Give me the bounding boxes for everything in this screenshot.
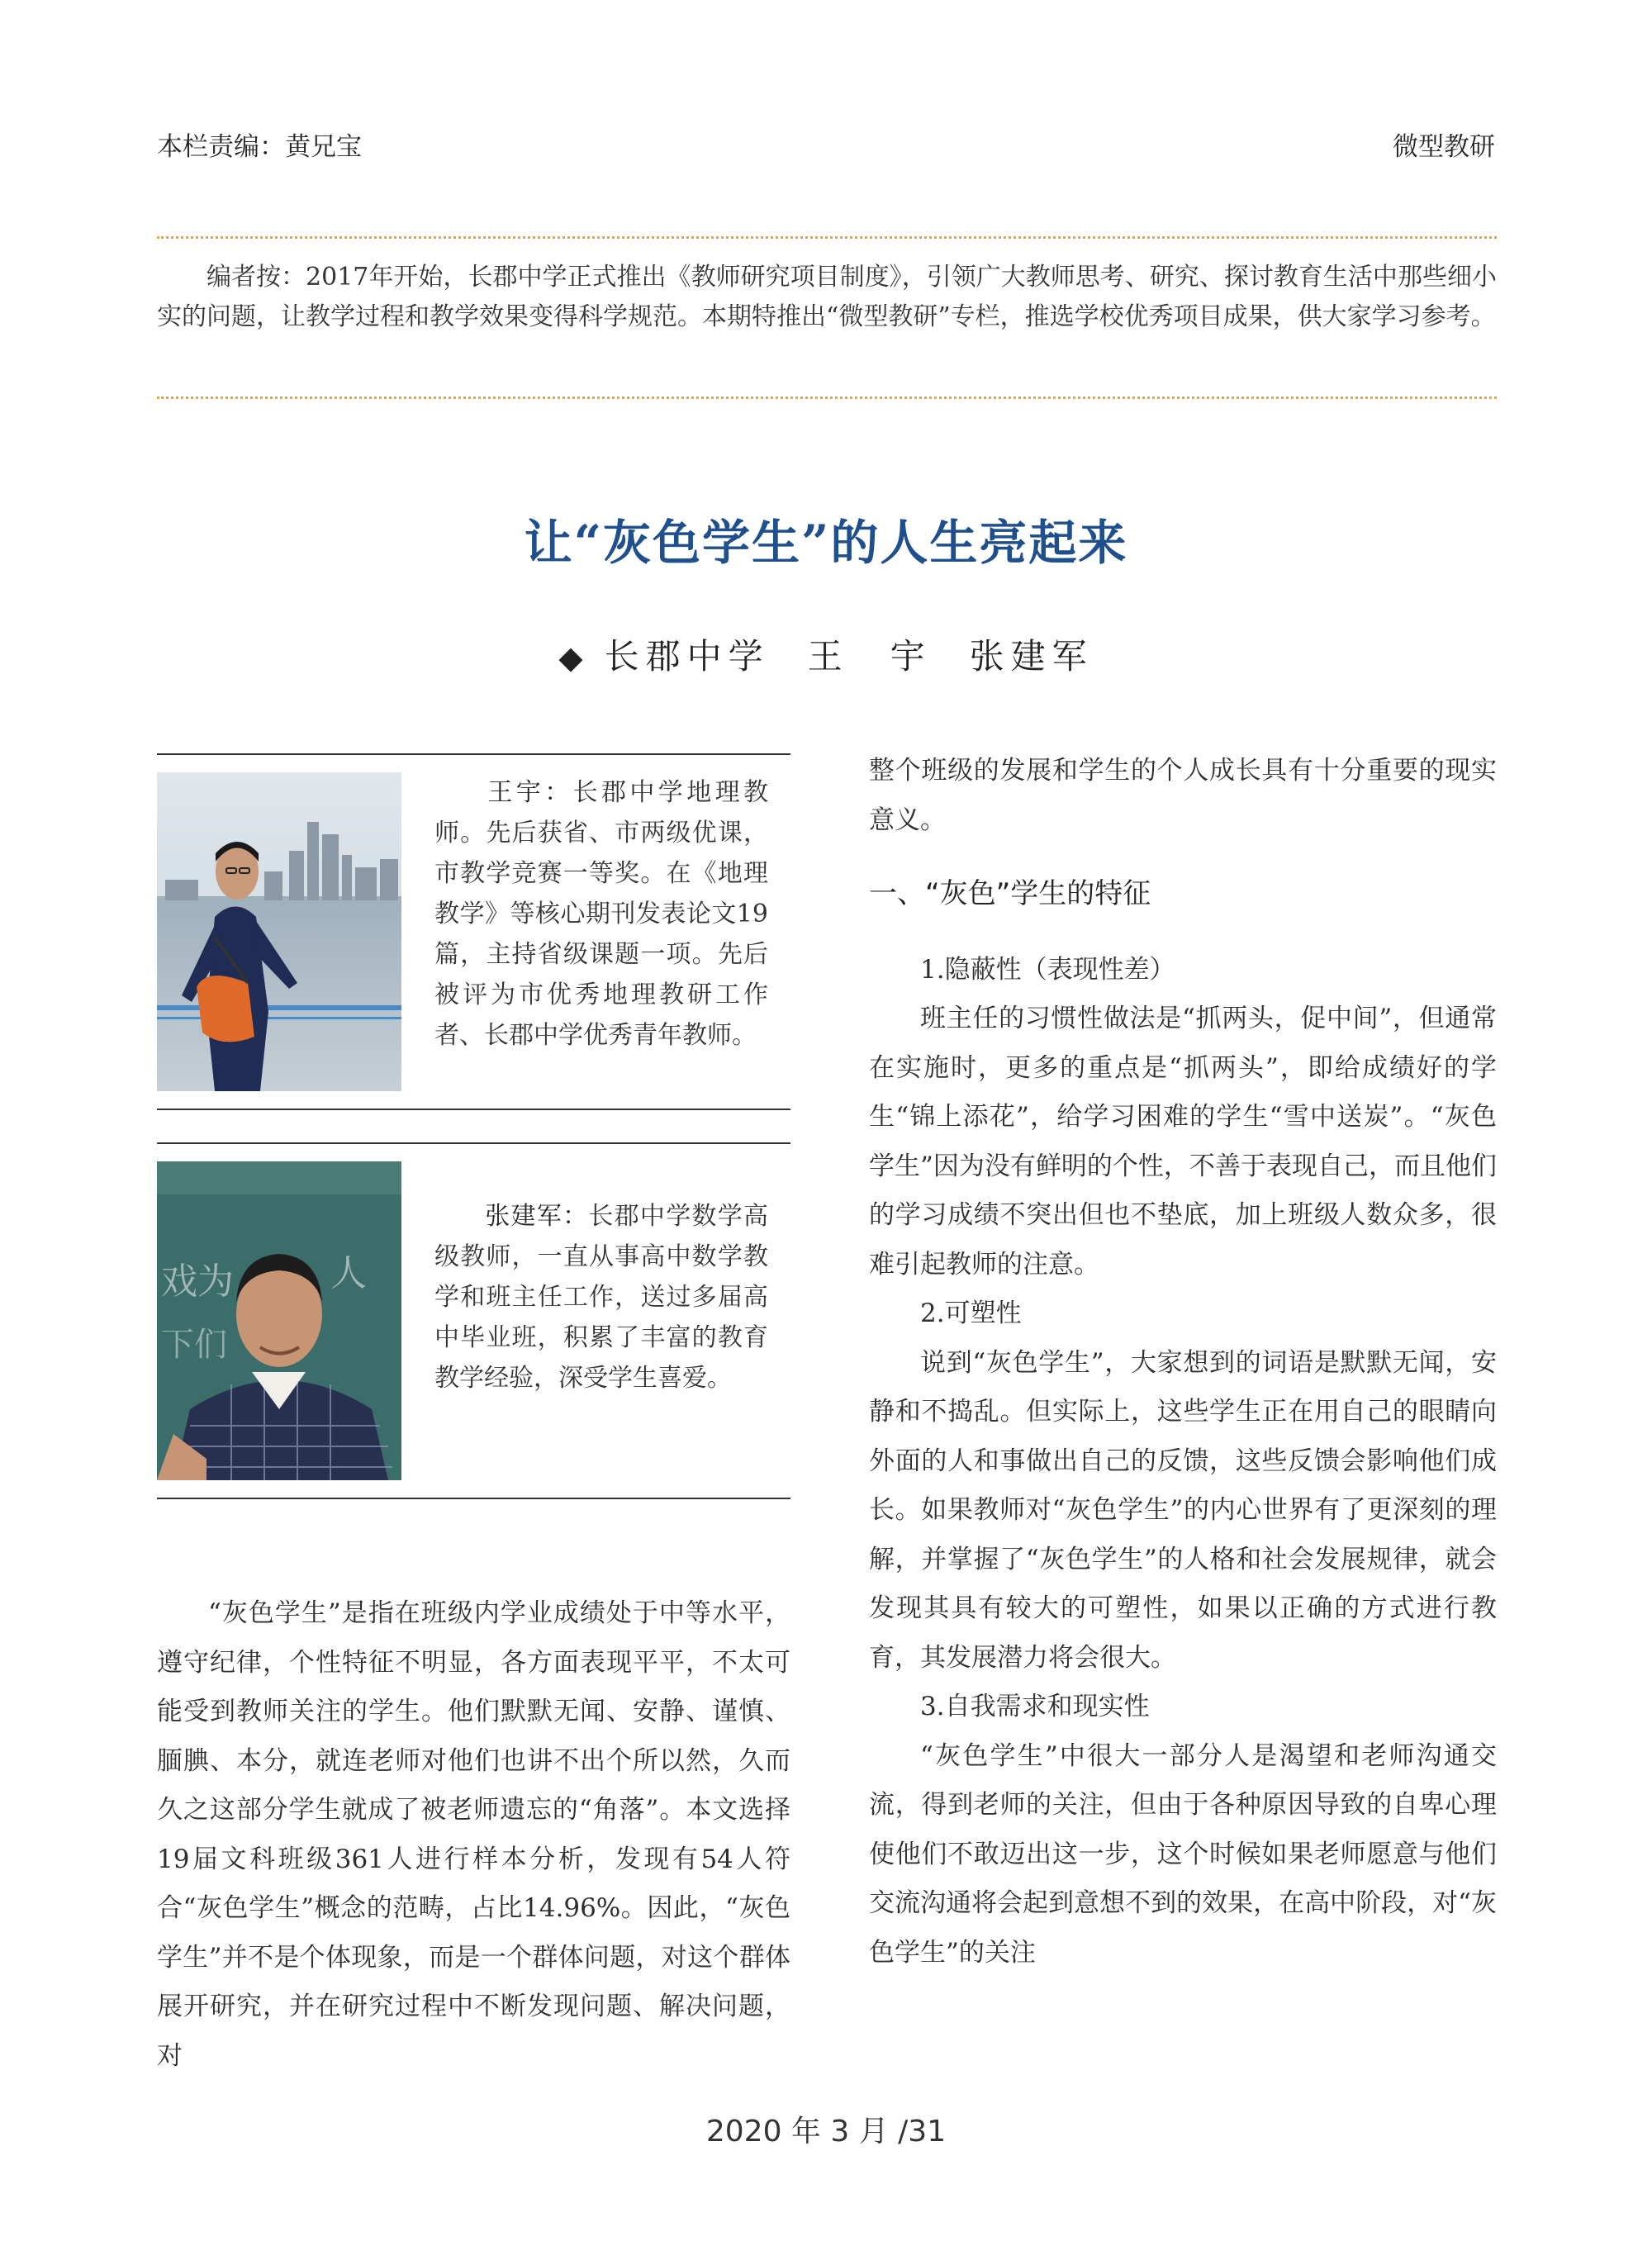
article-title: 让“灰色学生”的人生亮起来 [524, 515, 1128, 571]
item-title-2: 2.可塑性 [920, 1299, 1022, 1328]
left-column [157, 1589, 790, 2081]
svg-text:戏为: 戏为 [161, 1261, 234, 1303]
editor-note: 编者按：2017年开始，长郡中学正式推出《教师研究项目制度》，引领广大教师思考、研究、探讨教育生活中那些细小实的问题，让教学过程和教学效果变得科学规范。本期特推出“微型教研”专栏，推选学校优秀项目成果，供大家学习参考。 [157, 263, 1497, 331]
byline-author-2: 张建军 [969, 636, 1094, 677]
right-column [869, 747, 1497, 1977]
author-photo-zhang-jianjun [157, 1161, 401, 1480]
byline-author-1: 王 宇 [807, 636, 932, 677]
svg-text:人: 人 [330, 1252, 367, 1294]
column-name: 微型教研 [1393, 132, 1495, 162]
bio-top-rule [157, 753, 790, 755]
bio-text-wang-yu: 长郡中学地理教师。先后获省、市两级优课，市教学竞赛一等奖。在《地理教学》等核心期刊发表论文19篇，主持省级课题一项。先后被评为市优秀地理教研工作者、长郡中学优秀青年教师。 [434, 778, 769, 1050]
column-editor: 本栏责编：黄兄宝 [157, 132, 362, 162]
intro-paragraph: “灰色学生”是指在班级内学业成绩处于中等水平，遵守纪律，个性特征不明显，各方面表现平平，不太可能受到教师关注的学生。他们默默无闻、安静、谨慎、腼腆、本分，就连老师对他们也讲不出个所以然，久而久之这部分学生就成了被老师遗忘的“角落”。本文选择19届文科班级361人进行样本分析，发现有54人符合“灰色学生”概念的范畴，占比14.96%。因此，“灰色学生”并不是个体现象，而是一个群体问题，对这个群体展开研究，并在研究过程中不断发现问题、解决问题，对 [157, 1598, 790, 2071]
bio-wang-yu [434, 772, 768, 1056]
bio-bottom-rule [157, 1498, 790, 1499]
byline [0, 629, 1652, 679]
bio-name-wang-yu: 王宇： [484, 778, 573, 807]
note-top-divider [157, 236, 1497, 239]
item-body-1: 班主任的习惯性做法是“抓两头，促中间”，但通常在实施时，更多的重点是“抓两头”，即给成绩好的学生“锦上添花”，给学习困难的学生“雪中送炭”。“灰色学生”因为没有鲜明的个性，不善于表现自己，而且他们的学习成绩不突出但也不垫底，加上班级人数众多，很难引起教师的注意。 [869, 1004, 1497, 1280]
author-photo-wang-yu [157, 772, 401, 1091]
bio-name-zhang-jianjun: 张建军： [484, 1202, 589, 1231]
section-heading: 一、“灰色”学生的特征 [869, 877, 1151, 910]
item-body-3: “灰色学生”中很大一部分人是渴望和老师沟通交流，得到老师的关注，但由于各种原因导致的自卑心理使他们不敢迈出这一步，这个时候如果老师愿意与他们交流沟通将会起到意想不到的效果，在高中阶段，对“灰色学生”的关注 [869, 1740, 1497, 1968]
bio-middle-rule-1 [157, 1109, 790, 1110]
bio-text-zhang-jianjun: 长郡中学数学高级教师，一直从事高中数学教学和班主任工作，送过多届高中毕业班，积累了丰富的教育教学经验，深受学生喜爱。 [434, 1202, 769, 1393]
item-title-3: 3.自我需求和现实性 [920, 1692, 1150, 1721]
bio-zhang-jianjun [434, 1196, 768, 1398]
byline-school: 长郡中学 [604, 636, 770, 677]
item-title-1: 1.隐蔽性（表现性差） [920, 954, 1175, 985]
svg-text:下们: 下们 [161, 1326, 227, 1364]
bio-middle-rule-2 [157, 1142, 790, 1144]
page-footer: 2020 年 3 月 /31 [705, 2115, 947, 2148]
diamond-icon: ◆ [558, 639, 590, 676]
item-body-2: 说到“灰色学生”，大家想到的词语是默默无闻，安静和不捣乱。但实际上，这些学生正在用自己的眼睛向外面的人和事做出自己的反馈，这些反馈会影响他们成长。如果教师对“灰色学生”的内心世界有了更深刻的理解，并掌握了“灰色学生”的人格和社会发展规律，就会发现其具有较大的可塑性，如果以正确的方式进行教育，其发展潜力将会很大。 [869, 1347, 1497, 1673]
continuation-paragraph: 整个班级的发展和学生的个人成长具有十分重要的现实意义。 [869, 756, 1497, 835]
note-bottom-divider [157, 396, 1497, 399]
